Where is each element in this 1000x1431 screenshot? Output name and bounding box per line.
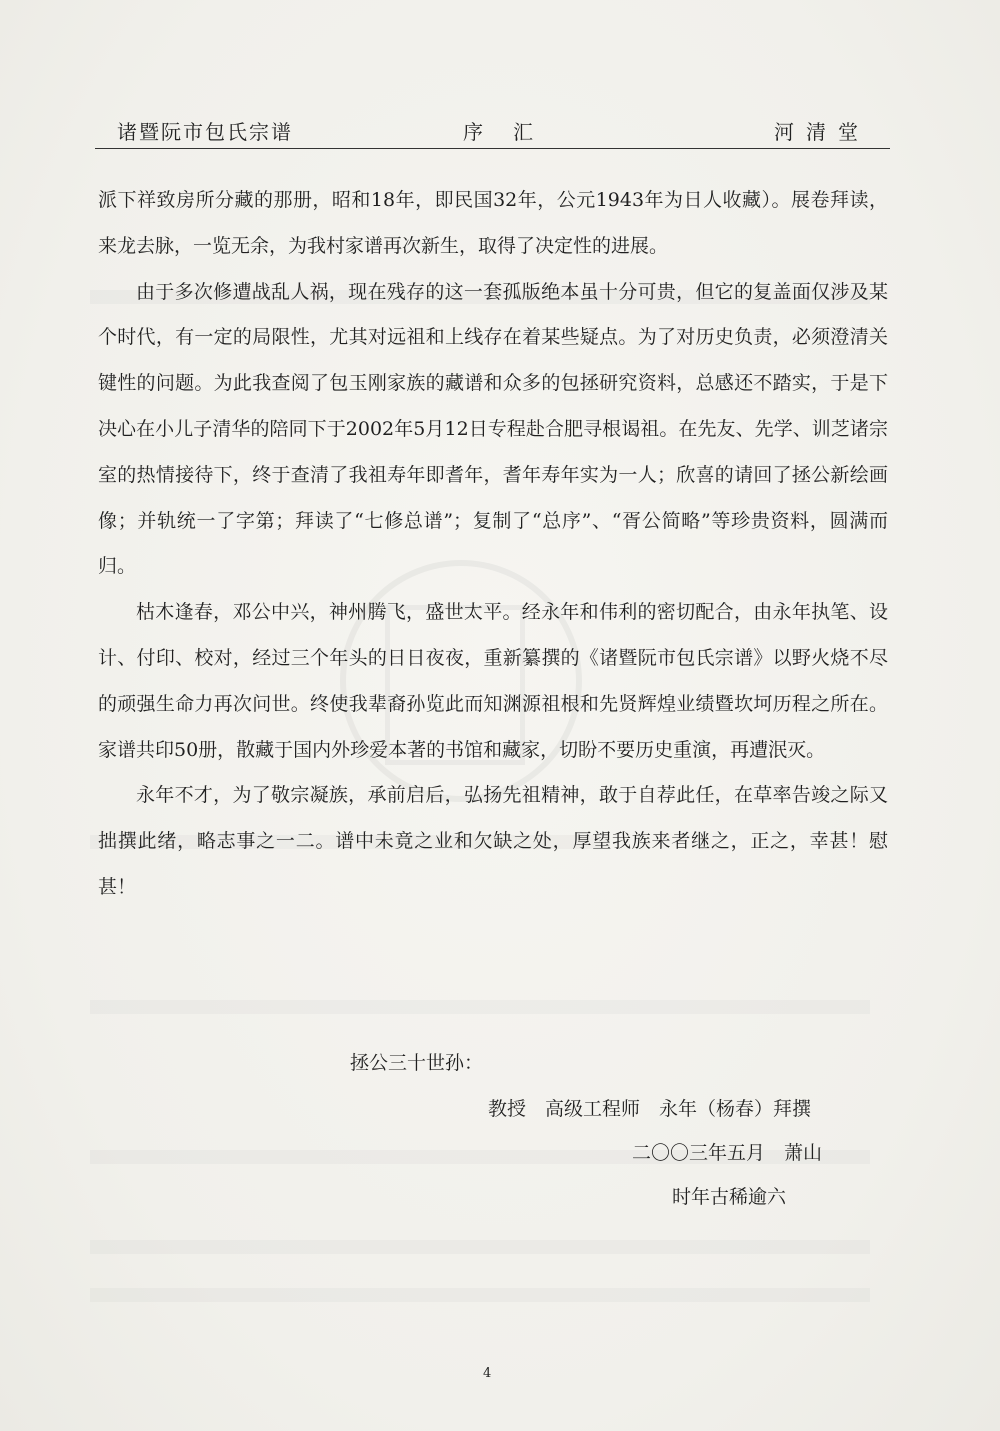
header-book-title: 诸暨阮市包氏宗谱 — [117, 120, 293, 144]
bleed-through-line — [90, 1288, 870, 1302]
signature-line: 拯公三十世孙： — [350, 1052, 484, 1074]
paragraph: 永年不才，为了敬宗凝族，承前启后，弘扬先祖精神，敢于自荐此任，在草率告竣之际又拙撰此绪，略志事之一二。谱中未竟之业和欠缺之处，厚望我族来者继之，正之，幸甚！慰甚！ — [98, 784, 888, 898]
paragraph: 由于多次修遭战乱人祸，现在残存的这一套孤版绝本虽十分可贵，但它的复盖面仅涉及某个时代，有一定的局限性，尤其对远祖和上线存在着某些疑点。为了对历史负责，必须澄清关键性的问题。为此我查阅了包玉刚家族的藏谱和众多的包拯研究资料，总感还不踏实，于是下决心在小儿子清华的陪同下于2002年5月12日专程赴合肥寻根谒祖。在先友、先学、训芝诸宗室的热情接待下，终于查清了我祖寿年即耆年，耆年寿年实为一人；欣喜的请回了拯公新绘画像；并轨统一了字第；拜读了“七修总谱”；复制了“总序”、“胥公简略”等珍贵资料，圆满而归。 — [98, 280, 888, 578]
paragraph: 枯木逢春，邓公中兴，神州腾飞，盛世太平。经永年和伟利的密切配合，由永年执笔、设计、付印、校对，经过三个年头的日日夜夜，重新纂撰的《诸暨阮市包氏宗谱》以野火烧不尽的顽强生命力再次问世。终使我辈裔孙览此而知渊源祖根和先贤辉煌业绩暨坎坷历程之所在。家谱共印50册，散藏于国内外珍爱本著的书馆和藏家，切盼不要历史重演，再遭泯灭。 — [98, 601, 888, 761]
signature-age-note: 时年古稀逾六 — [672, 1186, 787, 1208]
paragraph-continued: 派下祥致房所分藏的那册，昭和18年，即民国32年，公元1943年为日人收藏）。展卷拜读，来龙去脉，一览无余，为我村家谱再次新生，取得了决定性的进展。 — [98, 189, 888, 257]
bleed-through-line — [90, 1240, 870, 1254]
body-text — [98, 178, 888, 911]
signature-author: 教授 高级工程师 永年（杨春）拜撰 — [488, 1098, 812, 1120]
bleed-through-line — [90, 1000, 870, 1014]
header-section-title: 序汇 — [463, 120, 563, 144]
header-hall-name: 河清堂 — [774, 120, 870, 144]
signature-date-place: 二〇〇三年五月 萧山 — [632, 1142, 823, 1164]
page-number: 4 — [483, 1366, 492, 1381]
running-header — [95, 112, 890, 149]
